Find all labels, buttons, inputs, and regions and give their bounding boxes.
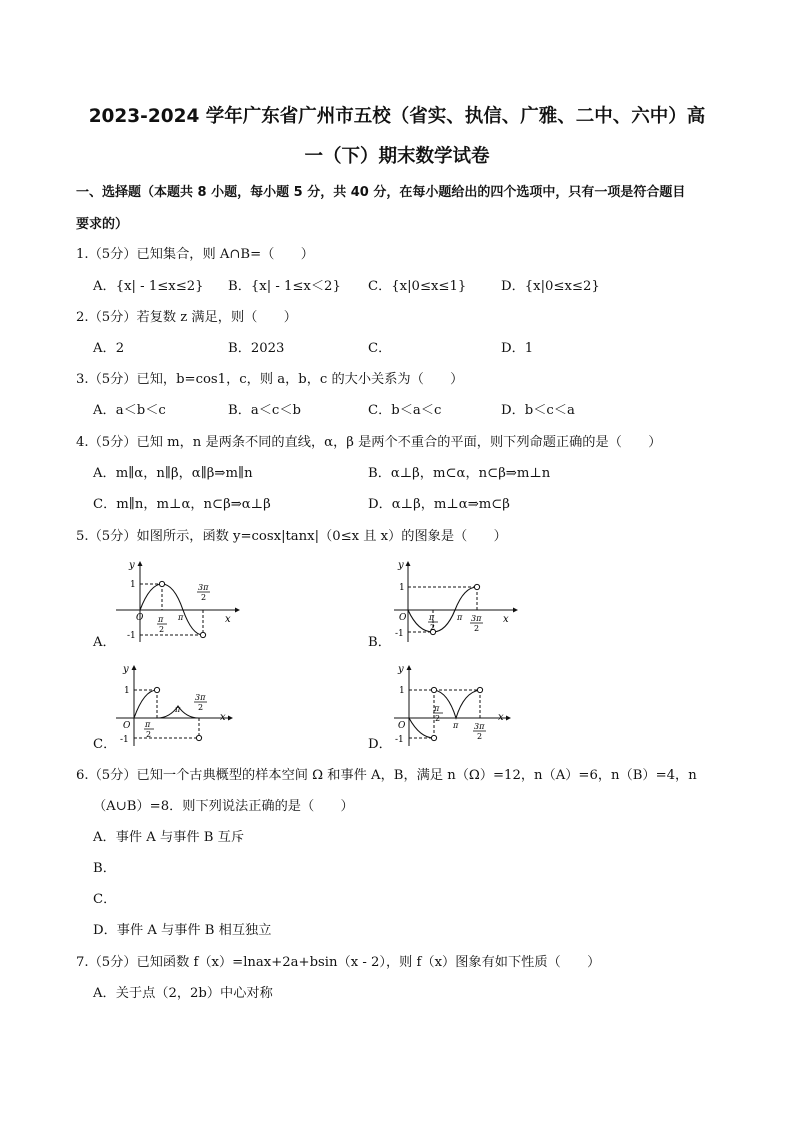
question-3-option-b: B．a＜c＜b bbox=[228, 403, 301, 418]
graph-c-curve-1 bbox=[134, 690, 157, 718]
question-1-option-a: A．{x| - 1≤x≤2} bbox=[93, 279, 204, 294]
document-title-line-2: 一（下）期末数学试卷 bbox=[304, 146, 490, 167]
graph-b-half-pi-num: π bbox=[429, 613, 435, 622]
question-5-option-a: A． bbox=[93, 635, 116, 650]
graph-a-open-point bbox=[159, 581, 164, 586]
question-7-option-a: A．关于点（2，2b）中心对称 bbox=[93, 986, 273, 1001]
question-5-option-d: D． bbox=[368, 737, 392, 752]
question-1-stem: 1.（5分）已知集合，则 A∩B=（ ） bbox=[76, 247, 314, 262]
question-7-stem: 7.（5分）已知函数 f（x）=lnax+2a+bsin（x - 2），则 f（x）图象有如下性质（ ） bbox=[76, 955, 601, 970]
graph-d-neg-one-label: -1 bbox=[395, 735, 404, 745]
question-6-stem-line-1: 6.（5分）已知一个古典概型的样本空间 Ω 和事件 A，B，满足 n（Ω）=12，n（A）=6，n（B）=4，n bbox=[76, 768, 697, 783]
section-header-line-1: 一、选择题（本题共 8 小题，每小题 5 分，共 40 分，在每小题给出的四个选项中，只有一项是符合题目 bbox=[76, 185, 686, 200]
question-1-option-d: D．{x|0≤x≤2} bbox=[501, 279, 600, 294]
graph-b-neg-one-label: -1 bbox=[395, 629, 404, 639]
question-6-option-b: B． bbox=[93, 861, 116, 876]
question-1-option-b: B．{x| - 1≤x＜2} bbox=[228, 279, 341, 294]
graph-option-c bbox=[112, 662, 242, 750]
graph-d-x-label: x bbox=[498, 712, 504, 723]
graph-a-three-half-pi-den: 2 bbox=[201, 593, 207, 602]
question-2-option-b: B．2023 bbox=[228, 341, 285, 356]
graph-c-y-label: y bbox=[123, 664, 129, 675]
graph-option-b bbox=[390, 558, 520, 646]
graph-a-one-label: 1 bbox=[130, 580, 136, 590]
graph-c-origin-label: O bbox=[123, 721, 131, 731]
question-5-option-c: C． bbox=[93, 737, 117, 752]
question-3-option-c: C．b＜a＜c bbox=[368, 403, 442, 418]
question-1-option-c: C．{x|0≤x≤1} bbox=[368, 279, 467, 294]
graph-d-curve-1 bbox=[409, 718, 434, 738]
question-3-option-a: A．a＜b＜c bbox=[93, 403, 166, 418]
question-2-option-d: D．1 bbox=[501, 341, 534, 356]
graph-c-pi-label: π bbox=[175, 705, 181, 714]
graph-c-three-half-pi-den: 2 bbox=[198, 703, 204, 712]
question-2-option-c: C． bbox=[368, 341, 392, 356]
graph-a-x-label: x bbox=[225, 614, 231, 625]
question-5-option-b: B． bbox=[368, 635, 391, 650]
graph-d-half-pi-num: π bbox=[434, 704, 440, 713]
graph-d-one-label: 1 bbox=[399, 686, 405, 696]
graph-a-half-pi-num: π bbox=[158, 615, 164, 624]
graph-a-half-pi-den: 2 bbox=[159, 625, 165, 634]
graph-c-half-pi-den: 2 bbox=[146, 730, 152, 739]
graph-option-a bbox=[112, 558, 242, 646]
question-6-option-d: D．事件 A 与事件 B 相互独立 bbox=[93, 923, 272, 938]
graph-a-y-label: y bbox=[129, 560, 135, 571]
graph-c-x-label: x bbox=[220, 712, 226, 723]
question-6-option-a: A．事件 A 与事件 B 互斥 bbox=[93, 830, 245, 845]
graph-d-origin-label: O bbox=[398, 721, 406, 731]
question-4-option-d: D．α⊥β，m⊥α⇒m⊂β bbox=[368, 497, 510, 512]
graph-option-d bbox=[390, 662, 520, 750]
graph-b-three-half-pi-num: 3π bbox=[471, 614, 482, 623]
graph-a-origin-label: O bbox=[136, 613, 144, 623]
graph-d-three-half-pi-den: 2 bbox=[477, 732, 483, 741]
graph-b-pi-label: π bbox=[457, 613, 463, 622]
graph-a-neg-one-label: -1 bbox=[127, 631, 136, 641]
question-3-stem: 3.（5分）已知，b=cos1，c，则 a，b，c 的大小关系为（ ） bbox=[76, 372, 464, 387]
graph-c-one-label: 1 bbox=[124, 686, 130, 696]
graph-b-three-half-pi-den: 2 bbox=[474, 624, 480, 633]
section-header-line-2: 要求的） bbox=[76, 217, 129, 232]
graph-b-half-pi-den: 2 bbox=[430, 623, 436, 632]
question-2-stem: 2.（5分）若复数 z 满足，则（ ） bbox=[76, 310, 297, 325]
question-6-option-c: C． bbox=[93, 892, 117, 907]
graph-b-y-label: y bbox=[398, 560, 404, 571]
graph-a-open-point bbox=[200, 632, 205, 637]
document-title-line-1: 2023-2024 学年广东省广州市五校（省实、执信、广雅、二中、六中）高 bbox=[88, 106, 706, 127]
graph-d-curve-2 bbox=[434, 690, 480, 718]
graph-b-origin-label: O bbox=[399, 613, 407, 623]
graph-d-pi-label: π bbox=[453, 721, 459, 730]
graph-d-three-half-pi-num: 3π bbox=[474, 722, 485, 731]
question-4-option-a: A．m∥α，n∥β，α∥β⇒m∥n bbox=[93, 466, 253, 481]
graph-d-y-label: y bbox=[398, 664, 404, 675]
question-4-stem: 4.（5分）已知 m，n 是两条不同的直线，α，β 是两个不重合的平面，则下列命题正确的是（ ） bbox=[76, 435, 662, 450]
graph-c-neg-one-label: -1 bbox=[120, 735, 129, 745]
question-2-option-a: A．2 bbox=[93, 341, 125, 356]
graph-c-half-pi-num: π bbox=[145, 720, 151, 729]
question-4-option-c: C．m∥n，m⊥α，n⊂β⇒α⊥β bbox=[93, 497, 271, 512]
graph-a-three-half-pi-num: 3π bbox=[198, 583, 209, 592]
graph-c-three-half-pi-num: 3π bbox=[195, 693, 206, 702]
question-4-option-b: B．α⊥β，m⊂α，n⊂β⇒m⊥n bbox=[368, 466, 551, 481]
graph-d-half-pi-den: 2 bbox=[435, 714, 441, 723]
graph-a-pi-label: π bbox=[178, 613, 184, 622]
question-3-option-d: D．b＜c＜a bbox=[501, 403, 575, 418]
question-6-stem-line-2: （A∪B）=8．则下列说法正确的是（ ） bbox=[93, 799, 354, 814]
graph-b-x-label: x bbox=[503, 614, 509, 625]
question-5-stem: 5.（5分）如图所示，函数 y=cosx|tanx|（0≤x 且 x）的图象是（ ） bbox=[76, 529, 507, 544]
graph-b-one-label: 1 bbox=[399, 583, 405, 593]
